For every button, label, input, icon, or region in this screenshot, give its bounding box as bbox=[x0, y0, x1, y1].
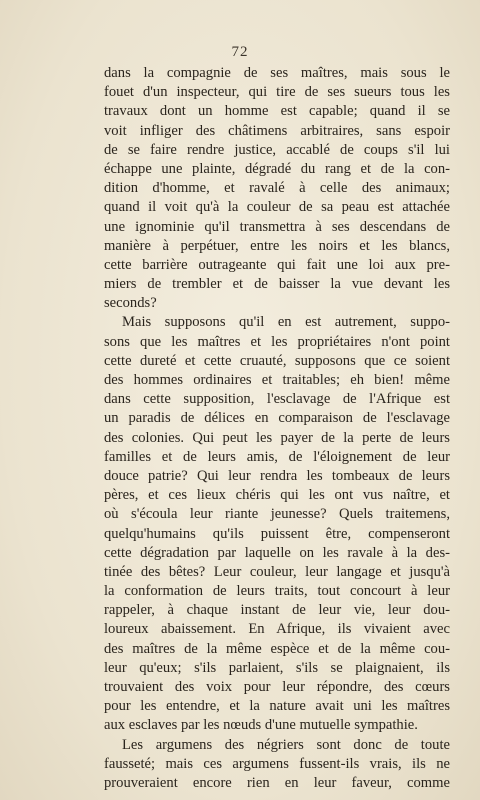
text-line: miers de trembler et de baisser la vue devant les bbox=[104, 276, 450, 293]
text-line: sons que les maîtres et les propriétaires n'ont point bbox=[104, 333, 450, 350]
text-line: voit infliger des châtimens arbitraires, sans espoir bbox=[104, 122, 450, 139]
text-line: leur qu'eux; s'ils parlaient, s'ils se plaignaient, ils bbox=[104, 659, 450, 676]
text-line: trouvaient des voix pour leur répondre, des cœurs bbox=[104, 679, 450, 695]
text-line: dition d'homme, et ravalé à celle des animaux; bbox=[104, 180, 450, 197]
text-line: la conformation de leurs traits, tout concourt à leur bbox=[104, 583, 450, 600]
text-line: dans cette supposition, l'esclavage de l'Afrique est bbox=[104, 391, 450, 408]
text-line: quelqu'humains qu'ils puissent être, compenseront bbox=[104, 525, 450, 542]
text-line: cette dégradation par laquelle on les ravale à la des- bbox=[104, 544, 450, 561]
text-line: rappeler, à chaque instant de leur vie, leur dou- bbox=[104, 602, 450, 619]
text-line: des maîtres de la même espèce et de la même cou- bbox=[104, 640, 450, 657]
text-line: cette dureté et cette cruauté, supposons que ce soient bbox=[104, 352, 450, 369]
text-line: tinée des bêtes? Leur couleur, leur langage et jusqu'à bbox=[104, 563, 450, 580]
text-line: quand il voit qu'à la couleur de sa peau est attachée bbox=[104, 199, 450, 216]
text-line: travaux dont un homme est capable; quand il se bbox=[104, 103, 450, 120]
text-line: Mais supposons qu'il en est autrement, suppo- bbox=[122, 314, 450, 331]
text-line: loureux abaissement. En Afrique, ils vivaient avec bbox=[104, 621, 450, 638]
text-line: échappe une plainte, dégradé du rang et de la con- bbox=[104, 160, 450, 177]
text-line: où s'écoula leur riante jeunesse? Quels traitemens, bbox=[104, 506, 450, 523]
text-line: une ignominie qu'il transmettra à ses descendans de bbox=[104, 218, 450, 235]
text-line: un paradis de délices en comparaison de l'esclavage bbox=[104, 410, 450, 427]
text-line: douce patrie? Qui leur rendra les tombeaux de leurs bbox=[104, 467, 450, 484]
text-line: cette barrière outrageante qui fait une loi aux pre- bbox=[104, 256, 450, 273]
body-text bbox=[104, 64, 450, 793]
text-line: fausseté; mais ces argumens fussent-ils vrais, ils ne bbox=[104, 755, 450, 772]
text-line: Les argumens des négriers sont donc de toute bbox=[122, 736, 450, 753]
text-line: fouet d'un inspecteur, qui tire de ses sueurs tous les bbox=[104, 84, 450, 101]
text-line: manière à perpétuer, entre les noirs et les blancs, bbox=[104, 237, 450, 254]
text-line: pour les entendre, et la nature avait uni les maîtres bbox=[104, 698, 450, 715]
text-line: seconds? bbox=[104, 295, 157, 312]
text-line: aux esclaves par les nœuds d'une mutuelle sympathie. bbox=[104, 717, 418, 734]
text-line: des colonies. Qui peut les payer de la perte de leurs bbox=[104, 429, 450, 446]
text-line: prouveraient encore rien en leur faveur, comme bbox=[104, 774, 450, 791]
text-line: familles et de leurs amis, de l'éloignement de leur bbox=[104, 448, 450, 465]
page-number: 72 bbox=[231, 44, 249, 60]
text-line: pères, et ces lieux chéris qui les ont vus naître, et bbox=[104, 487, 450, 504]
text-line: dans la compagnie de ses maîtres, mais sous le bbox=[104, 65, 450, 81]
text-line: de se faire rendre justice, accablé de coups s'il lui bbox=[104, 141, 450, 158]
text-line: des hommes ordinaires et traitables; eh bien! même bbox=[104, 372, 450, 388]
